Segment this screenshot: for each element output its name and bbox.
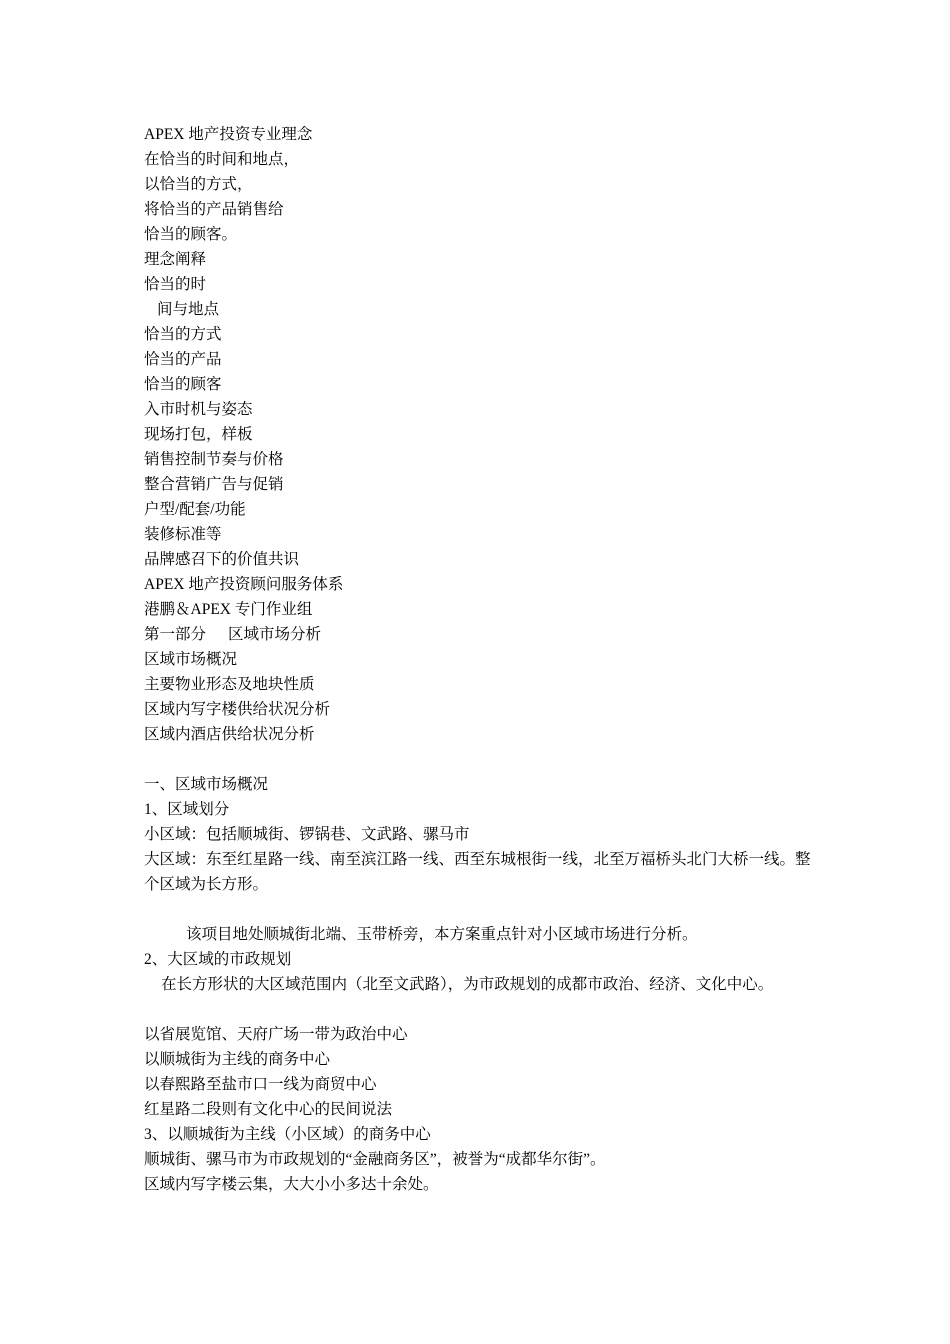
section-heading: 一、区域市场概况	[144, 776, 269, 793]
text-line: 区域内写字楼供给状况分析	[144, 701, 331, 718]
text-line: 顺城街、骡马市为市政规划的“金融商务区”，被誉为“成都华尔街”。	[144, 1151, 606, 1168]
text-line: 以顺城街为主线的商务中心	[144, 1051, 331, 1068]
text-line: 恰当的顾客。	[144, 226, 238, 243]
paragraph: 大区域：东至红星路一线、南至滨江路一线、西至东城根街一线，北至万福桥头北门大桥一线。整个区域为长方形。	[144, 851, 811, 893]
text-line: 区域内写字楼云集，大大小小多达十余处。	[144, 1176, 439, 1193]
text-line: 间与地点	[157, 301, 220, 318]
text-line: 主要物业形态及地块性质	[144, 676, 315, 693]
text-line: 将恰当的产品销售给	[144, 201, 284, 218]
document-body	[144, 122, 814, 1197]
blank-line	[144, 747, 814, 772]
text-line: 以恰当的方式，	[144, 176, 253, 193]
doc-title: APEX 地产投资专业理念	[144, 126, 313, 143]
blank-line	[144, 897, 814, 922]
text-line: 区域市场概况	[144, 651, 238, 668]
subsection-heading: 3、以顺城街为主线（小区域）的商务中心	[144, 1126, 431, 1143]
blank-line	[144, 997, 814, 1022]
text-line: 品牌感召下的价值共识	[144, 551, 300, 568]
section-heading: APEX 地产投资顾问服务体系	[144, 576, 344, 593]
text-line: 以春熙路至盐市口一线为商贸中心	[144, 1076, 377, 1093]
text-line: 户型/配套/功能	[144, 501, 246, 518]
text-line: 整合营销广告与促销	[144, 476, 284, 493]
paragraph: 在长方形状的大区域范围内（北至文武路），为市政规划的成都市政治、经济、文化中心。	[161, 976, 774, 993]
subsection-heading: 2、大区域的市政规划	[144, 951, 292, 968]
text-line: 现场打包，样板	[144, 426, 253, 443]
text-line: 恰当的产品	[144, 351, 222, 368]
text-line: 恰当的时	[144, 276, 207, 293]
part-title: 区域市场分析	[228, 626, 322, 643]
text-line: 红星路二段则有文化中心的民间说法	[144, 1101, 393, 1118]
text-line: 小区域：包括顺城街、锣锅巷、文武路、骡马市	[144, 826, 470, 843]
text-line: 在恰当的时间和地点，	[144, 151, 300, 168]
text-line: 装修标准等	[144, 526, 222, 543]
text-line: 恰当的顾客	[144, 376, 222, 393]
text-line: 恰当的方式	[144, 326, 222, 343]
paragraph: 该项目地处顺城街北端、玉带桥旁，本方案重点针对小区域市场进行分析。	[186, 926, 698, 943]
text-line: 区域内酒店供给状况分析	[144, 726, 315, 743]
part-number: 第一部分	[144, 626, 207, 643]
text-line: 港鹏＆APEX 专门作业组	[144, 601, 313, 618]
text-line: 销售控制节奏与价格	[144, 451, 284, 468]
text-line: 以省展览馆、天府广场一带为政治中心	[144, 1026, 408, 1043]
part-heading	[144, 622, 814, 647]
section-heading: 理念阐释	[144, 251, 207, 268]
text-line: 入市时机与姿态	[144, 401, 253, 418]
subsection-heading: 1、区域划分	[144, 801, 230, 818]
